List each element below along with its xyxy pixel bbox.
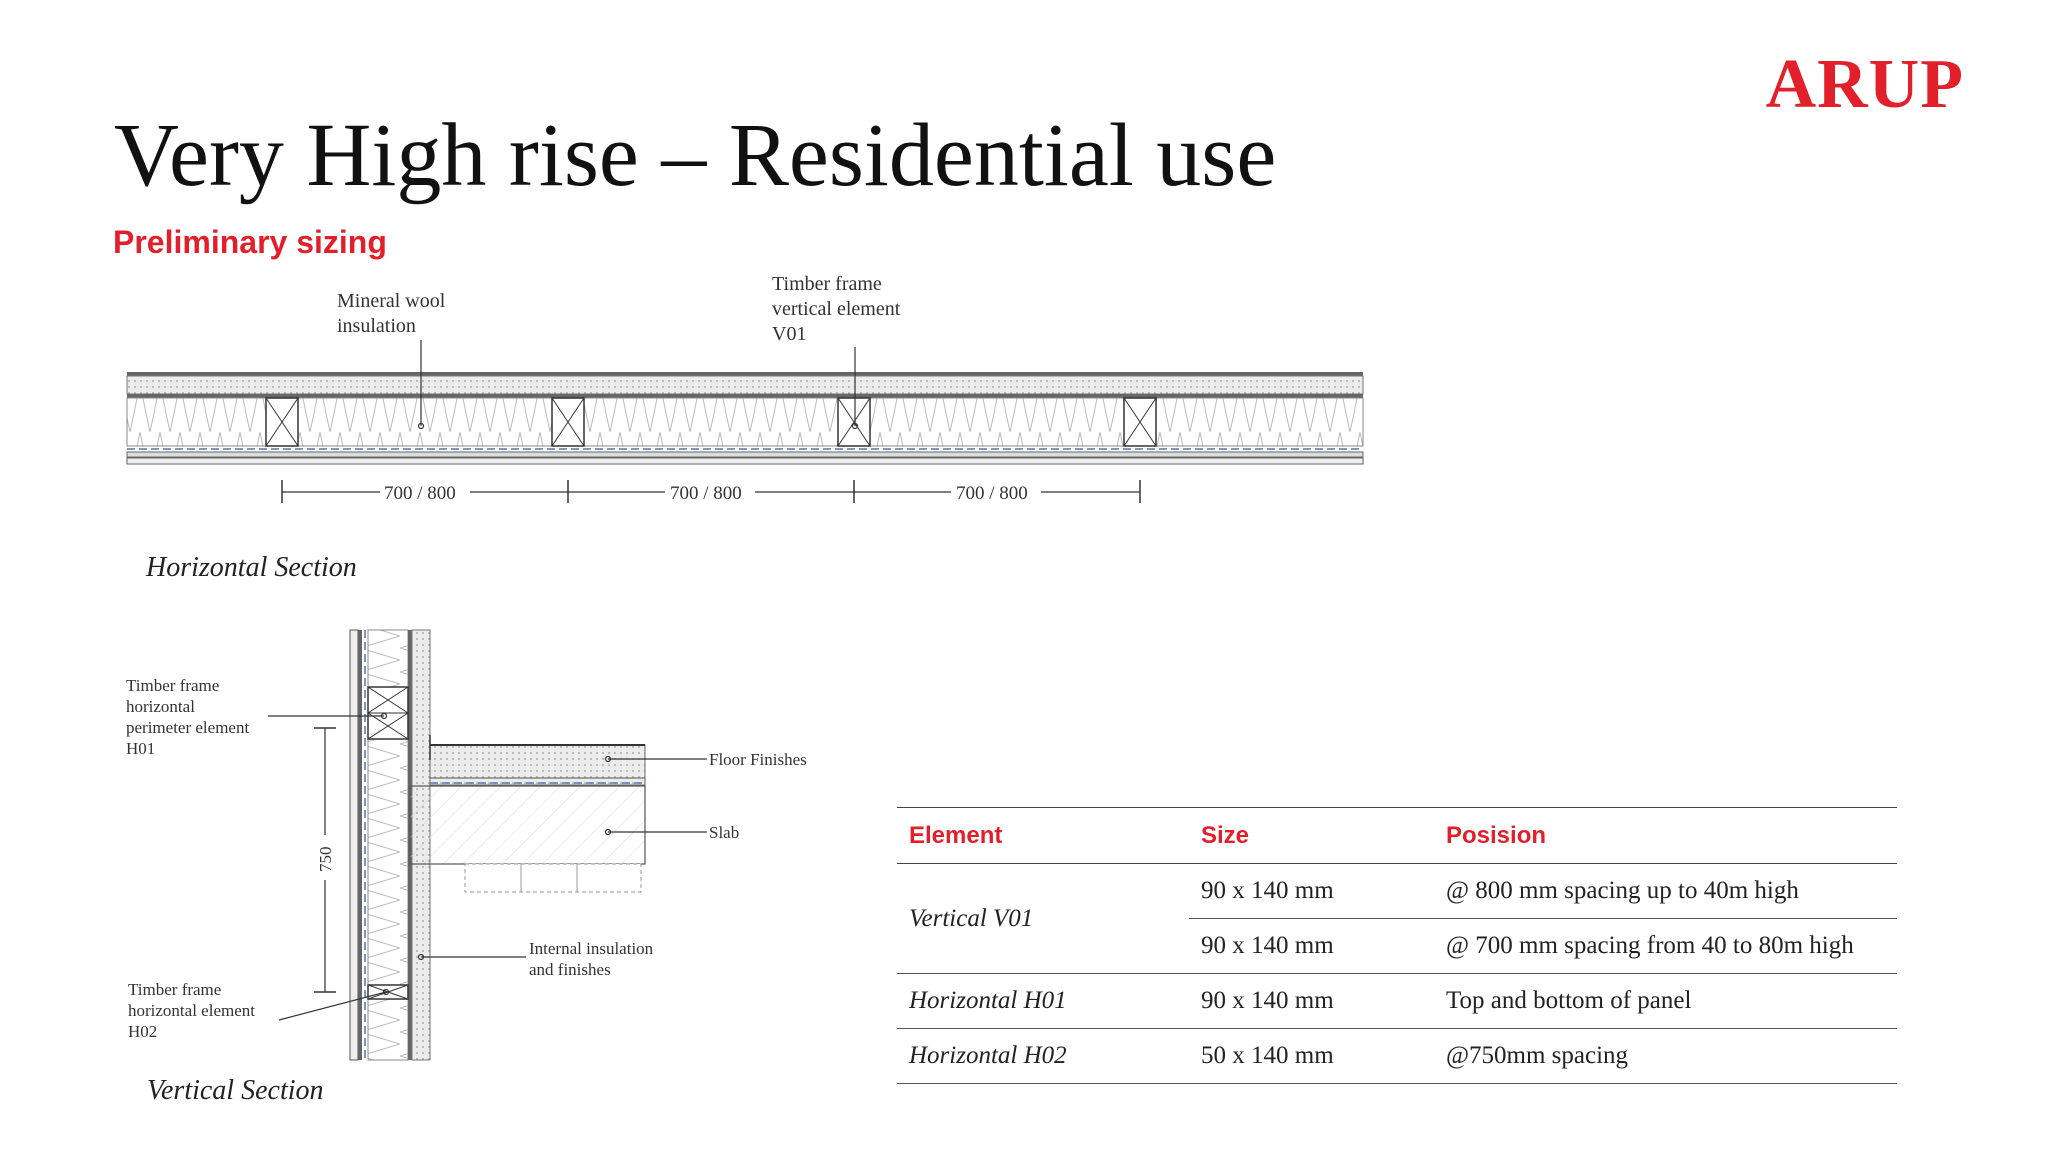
cell-element: Horizontal H01 bbox=[897, 974, 1189, 1029]
label-floor-finishes: Floor Finishes bbox=[709, 750, 807, 769]
caption-horizontal-section: Horizontal Section bbox=[146, 552, 357, 583]
stud bbox=[1124, 398, 1156, 446]
cell-size: 90 x 140 mm bbox=[1189, 864, 1434, 919]
dimension-label: 700 / 800 bbox=[384, 483, 456, 504]
stud bbox=[552, 398, 584, 446]
label-mineral-wool: Mineral wool insulation bbox=[337, 290, 446, 337]
cell-position: Top and bottom of panel bbox=[1434, 974, 1897, 1029]
cell-size: 90 x 140 mm bbox=[1189, 974, 1434, 1029]
table-row bbox=[897, 864, 1897, 919]
header-position: Posision bbox=[1434, 808, 1897, 864]
cell-element: Horizontal H02 bbox=[897, 1029, 1189, 1084]
cell-size: 90 x 140 mm bbox=[1189, 919, 1434, 974]
table-row bbox=[897, 1029, 1897, 1084]
page-title: Very High rise – Residential use bbox=[114, 106, 1277, 205]
page-subtitle: Preliminary sizing bbox=[113, 224, 387, 260]
caption-vertical-section: Vertical Section bbox=[147, 1075, 324, 1106]
vertical-dimension-line bbox=[314, 728, 336, 992]
dimension-label: 700 / 800 bbox=[956, 483, 1028, 504]
label-h02: Timber frame horizontal element H02 bbox=[128, 980, 255, 1041]
table-row bbox=[897, 974, 1897, 1029]
arup-logo: ARUP bbox=[1765, 46, 1964, 123]
stud bbox=[838, 398, 870, 446]
label-internal-insulation: Internal insulation and finishes bbox=[529, 939, 654, 979]
horizontal-section-wall bbox=[127, 372, 1363, 464]
label-timber-vertical: Timber frame vertical element V01 bbox=[772, 273, 901, 345]
horizontal-dimension-line bbox=[282, 480, 1140, 504]
cell-position: @ 800 mm spacing up to 40m high bbox=[1434, 864, 1897, 919]
label-slab: Slab bbox=[709, 823, 740, 842]
stud-h01 bbox=[368, 687, 408, 739]
sizing-table bbox=[897, 807, 1897, 1084]
table-header-row bbox=[897, 808, 1897, 864]
cell-position: @ 700 mm spacing from 40 to 80m high bbox=[1434, 919, 1897, 974]
header-element: Element bbox=[897, 808, 1189, 864]
cell-position: @750mm spacing bbox=[1434, 1029, 1897, 1084]
dimension-label-750: 750 bbox=[316, 846, 335, 872]
dimension-label: 700 / 800 bbox=[670, 483, 742, 504]
label-h01: Timber frame horizontal perimeter element H01 bbox=[126, 676, 250, 758]
header-size: Size bbox=[1189, 808, 1434, 864]
cell-element: Vertical V01 bbox=[897, 864, 1189, 974]
stud bbox=[266, 398, 298, 446]
cell-size: 50 x 140 mm bbox=[1189, 1029, 1434, 1084]
